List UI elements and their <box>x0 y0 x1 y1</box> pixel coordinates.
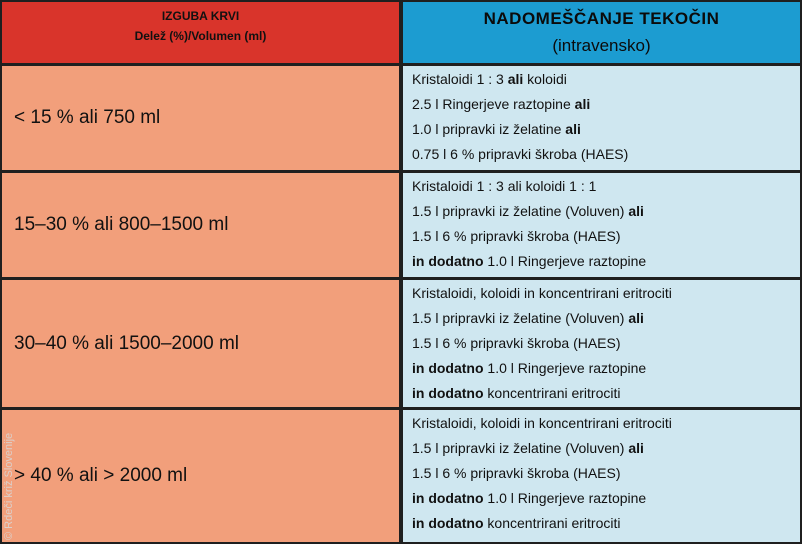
treatment-line: Kristaloidi, koloidi in koncentrirani eritrociti <box>412 415 672 431</box>
header-blood-loss <box>2 2 399 63</box>
row-4-fluid-replacement <box>403 410 800 542</box>
treatment-line: 0.75 l 6 % pripravki škroba (HAES) <box>412 146 629 162</box>
blood-loss-value: 15–30 % ali 800–1500 ml <box>14 214 229 235</box>
copyright-notice: © Rdeči križ Slovenije <box>3 432 15 540</box>
row-1-fluid-replacement <box>403 66 800 170</box>
treatment-line: 1.5 l pripravki iz želatine (Voluven) ali <box>412 310 644 326</box>
treatment-line: in dodatno 1.0 l Ringerjeve raztopine <box>412 253 647 269</box>
treatment-line: in dodatno 1.0 l Ringerjeve raztopine <box>412 360 647 376</box>
blood-loss-value: < 15 % ali 750 ml <box>14 107 161 128</box>
treatment-line: 1.5 l 6 % pripravki škroba (HAES) <box>412 465 621 481</box>
treatment-line: Kristaloidi, koloidi in koncentrirani eritrociti <box>412 285 672 301</box>
treatment-line: 1.5 l 6 % pripravki škroba (HAES) <box>412 228 621 244</box>
header-fluid-replacement-title: NADOMEŠČANJE TEKOČIN <box>483 9 720 28</box>
treatment-line: 1.5 l pripravki iz želatine (Voluven) ali <box>412 440 644 456</box>
treatment-line: in dodatno koncentrirani eritrociti <box>412 515 621 531</box>
header-blood-loss-subtitle: Delež (%)/Volumen (ml) <box>134 29 267 43</box>
header-blood-loss-title: IZGUBA KRVI <box>161 9 240 23</box>
blood-loss-value: > 40 % ali > 2000 ml <box>14 465 188 486</box>
treatment-line: Kristaloidi 1 : 3 ali koloidi <box>412 71 567 87</box>
header-fluid-replacement <box>403 2 800 63</box>
treatment-line: 1.5 l pripravki iz želatine (Voluven) ali <box>412 203 644 219</box>
treatment-line: 1.0 l pripravki iz želatine ali <box>412 121 581 137</box>
treatment-line: 1.5 l 6 % pripravki škroba (HAES) <box>412 335 621 351</box>
row-2-fluid-replacement <box>403 173 800 277</box>
blood-loss-value: 30–40 % ali 1500–2000 ml <box>14 332 240 354</box>
treatment-line: in dodatno koncentrirani eritrociti <box>412 385 621 401</box>
row-2-blood-loss <box>2 173 399 277</box>
row-1-blood-loss <box>2 66 399 170</box>
treatment-line: in dodatno 1.0 l Ringerjeve raztopine <box>412 490 647 506</box>
row-3-blood-loss <box>2 280 399 407</box>
row-3-fluid-replacement <box>403 280 800 407</box>
treatment-line: 2.5 l Ringerjeve raztopine ali <box>412 96 591 112</box>
row-4-blood-loss <box>2 410 399 542</box>
header-fluid-replacement-subtitle: (intravensko) <box>552 36 651 55</box>
treatment-line: Kristaloidi 1 : 3 ali koloidi 1 : 1 <box>412 178 597 194</box>
